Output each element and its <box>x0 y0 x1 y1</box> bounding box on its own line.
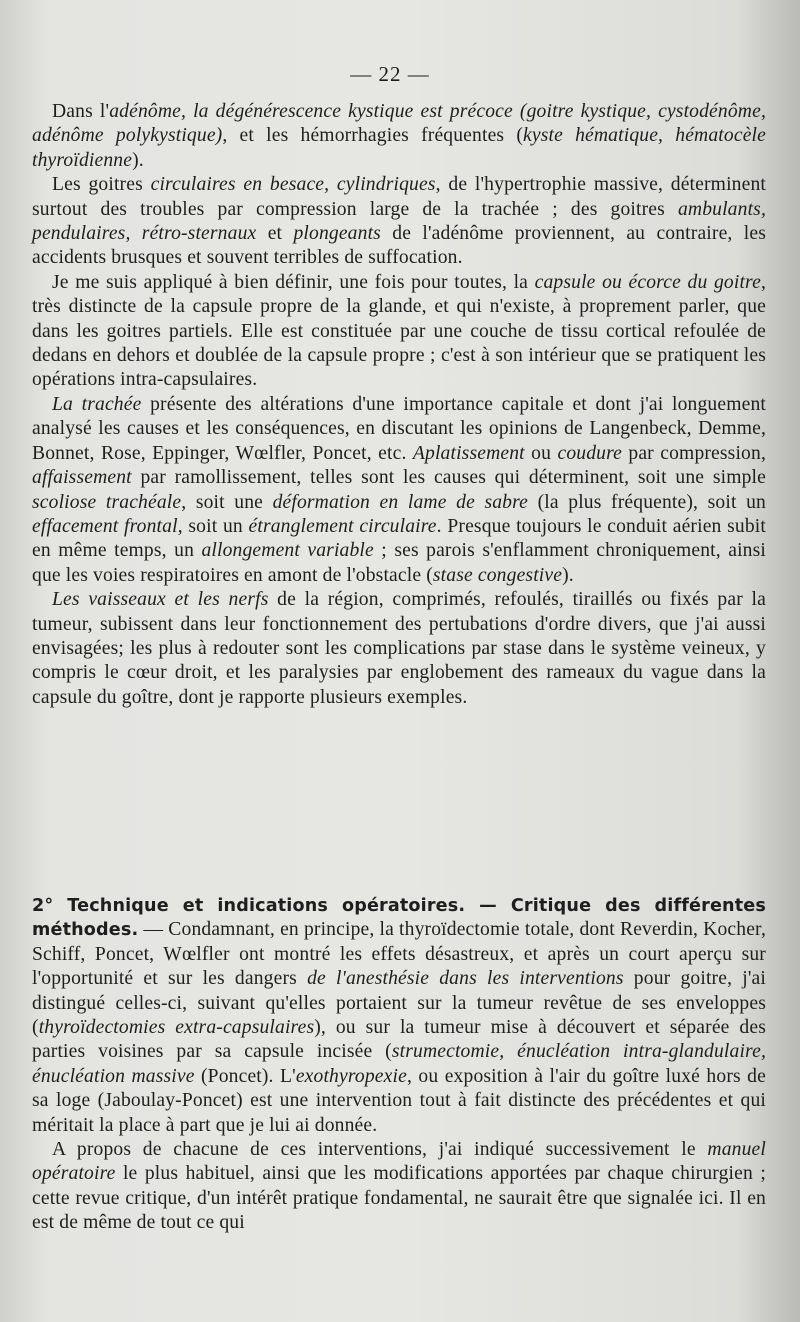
italic-run: strumectomie, énucléation intra-glandulaire, énucléation massive <box>32 1041 766 1087</box>
text-run: A propos de chacune de ces interventions, j'ai indiqué successivement le <box>52 1139 708 1161</box>
italic-run: manuel opératoire <box>32 1139 766 1185</box>
italic-run: déformation en lame de sabre <box>272 491 529 513</box>
text-run: Les goitres <box>52 174 151 196</box>
italic-run: capsule ou écorce du goitre <box>534 271 761 293</box>
paragraph <box>32 894 766 1138</box>
text-run: de la région, comprimés, refoulés, tiraillés ou fixés par la tumeur, subissent dans leur fonctionnement des pertubations d'ordre divers, que j'ai aussi envisagées; les plus à redouter sont les complications par stase dans le système veineux, y compris le cœur droit, et les paralysies par englobement des rameaux du vague dans la capsule du goître, dont je rapporte plusieurs exemples. <box>32 589 767 708</box>
text-run: . Presque toujours le conduit aérien subit en même temps, un <box>32 515 766 562</box>
text-run: ), ou sur la tumeur mise à découvert et séparée des parties voisines par sa capsule incisée ( <box>32 1017 766 1063</box>
text-run: , soit un <box>177 515 249 537</box>
text-block-bottom <box>32 894 766 1236</box>
text-run: ; ses parois s'enflamment chroniquement, ainsi que les voies respiratoires en amont de l'obstacle ( <box>32 540 766 586</box>
text-run: ou <box>524 442 558 464</box>
italic-run: plongeants <box>293 223 381 245</box>
italic-run: de l'anesthésie dans les interventions <box>307 968 624 990</box>
text-run: de l'adénôme proviennent, au contraire, les accidents brusques et souvent terribles de suffocation. <box>32 223 766 269</box>
text-block-top <box>32 100 766 710</box>
italic-run: allongement variable <box>201 540 374 562</box>
italic-run: étranglement circulaire <box>248 515 437 537</box>
paragraph <box>32 588 766 710</box>
text-run: — Condamnant, en principe, la thyroïdectomie totale, dont Reverdin, Kocher, Schiff, Poncet, Wœlfler ont montré les effets désastreux, et après un court aperçu sur l'opportunité et sur les dangers <box>32 919 766 990</box>
text-run: , soit une <box>181 491 273 513</box>
text-run: Je me suis appliqué à bien définir, une fois pour toutes, la <box>52 271 535 293</box>
text-run: le plus habituel, ainsi que les modifications apportées par chaque chirurgien ; cette revue critique, d'un intérêt pratique fondamental, ne saurait être que signalée ici. Il en est de même de tout ce qui <box>32 1163 766 1234</box>
paragraph <box>32 173 766 271</box>
text-run: par compression, <box>622 442 766 464</box>
text-run: (Poncet). L' <box>194 1065 296 1087</box>
italic-run: coudure <box>557 442 622 464</box>
text-run: ). <box>132 149 144 171</box>
text-run: , très distincte de la capsule propre de la glande, et qui n'existe, à proprement parler, que dans les goitres partiels. Elle est constituée par une couche de tissu cortical refoulée de dedans en dehors et doublée de la capsule propre ; c'est à son intérieur que se pratiquent les opérations intra-capsulaires. <box>32 271 766 391</box>
italic-run: kyste hématique, hématocèle thyroïdienne <box>32 125 766 171</box>
section-heading: 2° Technique et indications opératoires. — Critique des différentes méthodes. <box>32 896 766 941</box>
text-run: , de l'hypertrophie massive, déterminent surtout des troubles par compression large de la trachée ; des goitres <box>32 174 766 220</box>
text-run: pour goitre, j'ai distingué celles-ci, suivant qu'elles portaient sur la tumeur revêtue de ses enveloppes ( <box>32 968 766 1039</box>
paragraph <box>32 393 766 588</box>
italic-run: La trachée <box>52 393 142 415</box>
page-number: — 22 — <box>350 62 430 86</box>
text-run: (la plus fréquente), soit un <box>528 491 766 513</box>
italic-run: effacement frontal <box>32 515 178 537</box>
italic-run: stase congestive <box>432 564 563 586</box>
text-run: , ou exposition à l'air du goître luxé hors de sa loge (Jaboulay-Poncet) est une intervention tout à fait distincte des précédentes et qui méritait la place à part que je lui ai donnée. <box>32 1065 766 1136</box>
italic-run: thyroïdectomies extra-capsulaires <box>38 1017 315 1039</box>
text-run: ). <box>562 564 574 586</box>
paragraph <box>32 100 766 173</box>
italic-run: scoliose trachéale <box>32 491 182 513</box>
text-run: par ramollissement, telles sont les causes qui déterminent, soit une simple <box>131 467 766 489</box>
text-run: et <box>256 223 294 245</box>
italic-run: affaissement <box>32 467 132 489</box>
paragraph <box>32 271 766 393</box>
text-run: présente des altérations d'une importance capitale et dont j'ai longuement analysé les causes et les conséquences, en discutant les opinions de Langenbeck, Demme, Bonnet, Rose, Eppinger, Wœlfler, Poncet, etc. <box>32 393 766 464</box>
paragraph <box>32 1138 766 1236</box>
italic-run: adénôme, la dégénérescence kystique est précoce (goitre kystique, cystodénôme, adénôme polykystique) <box>32 101 766 147</box>
italic-run: ambulants, pendulaires, rétro-sternaux <box>32 198 766 245</box>
text-run: Dans l' <box>52 101 110 122</box>
italic-run: Les vaisseaux et les nerfs <box>52 589 269 611</box>
italic-run: Aplatissement <box>412 442 525 464</box>
text-run: , et les hémorrhagies fréquentes ( <box>222 125 524 147</box>
italic-run: exothyropexie <box>295 1065 407 1087</box>
italic-run: circulaires en besace, cylindriques <box>150 174 436 196</box>
